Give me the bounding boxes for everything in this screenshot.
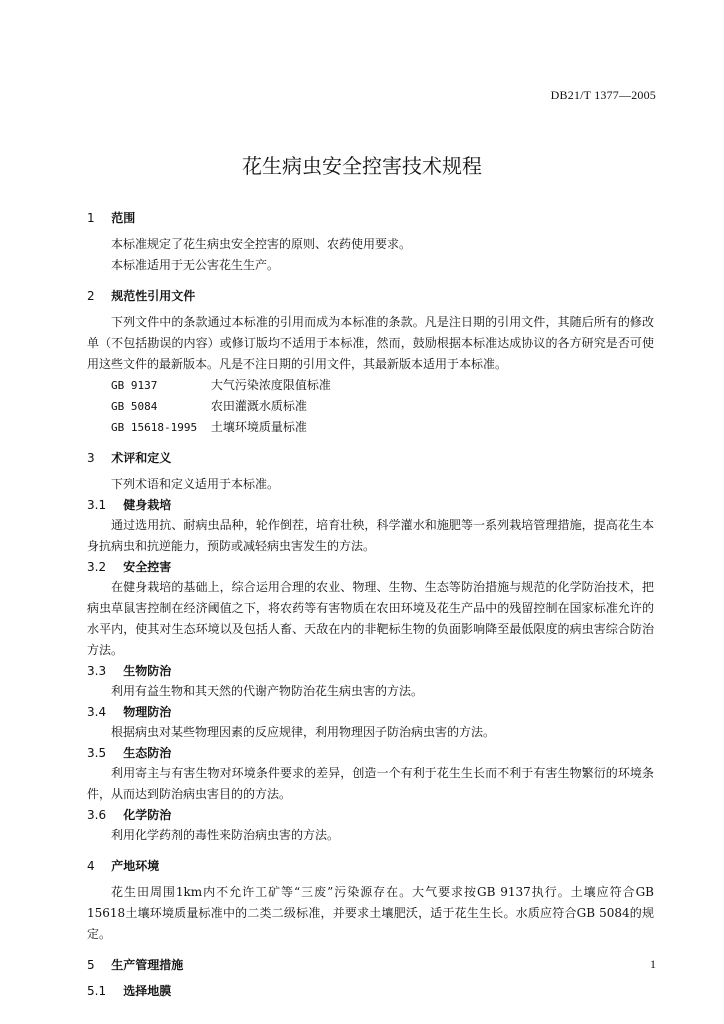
subsection-heading <box>87 495 654 515</box>
reference-code: GB 15618-1995 <box>111 421 198 434</box>
section-1-heading <box>87 208 654 228</box>
paragraph: 利用化学药剂的毒性来防治病虫害的方法。 <box>111 828 340 842</box>
section-number: 4 <box>87 859 95 873</box>
subsection-title: 生态防治 <box>123 746 172 760</box>
paragraph: 在健身栽培的基础上，综合运用合理的农业、物理、生物、生态等防治措施与规范的化学防治技术，把病虫草鼠害控制在经济阈值之下，将农药等有害物质在农田环境及花生产品中的残留控制在国家标准允许的水平内，使其对生态环境以及包括人畜、天敌在内的非靶标生物的负面影响降至最低限度的病虫害综合防治方法。 <box>87 580 654 657</box>
paragraph: 利用有益生物和其天然的代谢产物防治花生病虫害的方法。 <box>111 684 424 698</box>
reference-name: 大气污染浓度限值标准 <box>210 378 331 392</box>
section-5-heading <box>87 955 654 975</box>
reference-item <box>87 396 654 417</box>
reference-item <box>87 375 654 396</box>
paragraph: 本标准规定了花生病虫安全控害的原则、农药使用要求。 <box>111 237 412 251</box>
subsection-number: 3.1 <box>87 498 107 512</box>
subsection-number: 3.2 <box>87 560 107 574</box>
section-title: 范围 <box>111 211 136 225</box>
subsection-number: 3.3 <box>87 664 107 678</box>
document-body <box>87 208 654 1001</box>
paragraph: 利用寄主与有害生物对环境条件要求的差异，创造一个有利于花生生长而不利于有害生物繁衍的环境条件，从而达到防治病虫害目的的方法。 <box>87 766 654 801</box>
section-number: 2 <box>87 289 95 303</box>
subsection-number: 3.5 <box>87 746 107 760</box>
subsection-heading <box>87 743 654 763</box>
section-3-heading <box>87 448 654 468</box>
paragraph: 本标准适用于无公害花生生产。 <box>111 258 280 272</box>
subsection-heading <box>87 702 654 722</box>
section-title: 生产管理措施 <box>111 958 184 972</box>
subsection-heading <box>87 805 654 825</box>
subsection-title: 选择地膜 <box>123 984 172 998</box>
section-title: 术评和定义 <box>111 451 172 465</box>
paragraph: 通过选用抗、耐病虫品种，轮作倒茬，培育壮秧，科学灌水和施肥等一系列栽培管理措施，提高花生本身抗病虫和抗逆能力，预防或减轻病虫害发生的方法。 <box>87 518 654 553</box>
subsection-number: 5.1 <box>87 984 107 998</box>
section-number: 5 <box>87 958 95 972</box>
section-title: 产地环境 <box>111 859 160 873</box>
section-number: 3 <box>87 451 95 465</box>
subsection-heading <box>87 557 654 577</box>
subsection-title: 生物防治 <box>123 664 172 678</box>
standard-number: DB21/T 1377—2005 <box>550 88 656 102</box>
subsection-number: 3.4 <box>87 705 107 719</box>
section-2-heading <box>87 286 654 306</box>
reference-name: 农田灌溉水质标准 <box>210 399 307 413</box>
section-4-heading <box>87 856 654 876</box>
subsection-title: 物理防治 <box>123 705 172 719</box>
section-title: 规范性引用文件 <box>111 289 196 303</box>
subsection-title: 化学防治 <box>123 808 172 822</box>
document-title: 花生病虫安全控害技术规程 <box>242 154 482 178</box>
reference-code: GB 5084 <box>111 400 158 413</box>
paragraph: 根据病虫对某些物理因素的反应规律，利用物理因子防治病虫害的方法。 <box>111 725 496 739</box>
paragraph: 下列文件中的条款通过本标准的引用而成为本标准的条款。凡是注日期的引用文件，其随后所有的修改单（不包括勘误的内容）或修订版均不适用于本标准，然而，鼓励根据本标准达成协议的各方研究是否可使用这些文件的最新版本。凡是不注日期的引用文件，其最新版本适用于本标准。 <box>87 315 654 371</box>
subsection-heading <box>87 661 654 681</box>
reference-item <box>87 417 654 438</box>
page-number: 1 <box>650 957 656 971</box>
reference-name: 土壤环境质量标准 <box>210 420 307 434</box>
subsection-title: 健身栽培 <box>123 498 172 512</box>
section-number: 1 <box>87 211 95 225</box>
paragraph: 下列术语和定义适用于本标准。 <box>111 477 280 491</box>
paragraph: 花生田周围1km内不允许工矿等“三废”污染源存在。大气要求按GB 9137执行。土壤应符合GB 15618土壤环境质量标准中的二类二级标准，并要求土壤肥沃，适于花生生长。水质应符合GB 5084的规定。 <box>87 885 654 941</box>
subsection-number: 3.6 <box>87 808 107 822</box>
subsection-title: 安全控害 <box>123 560 172 574</box>
subsection-heading <box>87 981 654 1001</box>
reference-code: GB 9137 <box>111 379 158 392</box>
